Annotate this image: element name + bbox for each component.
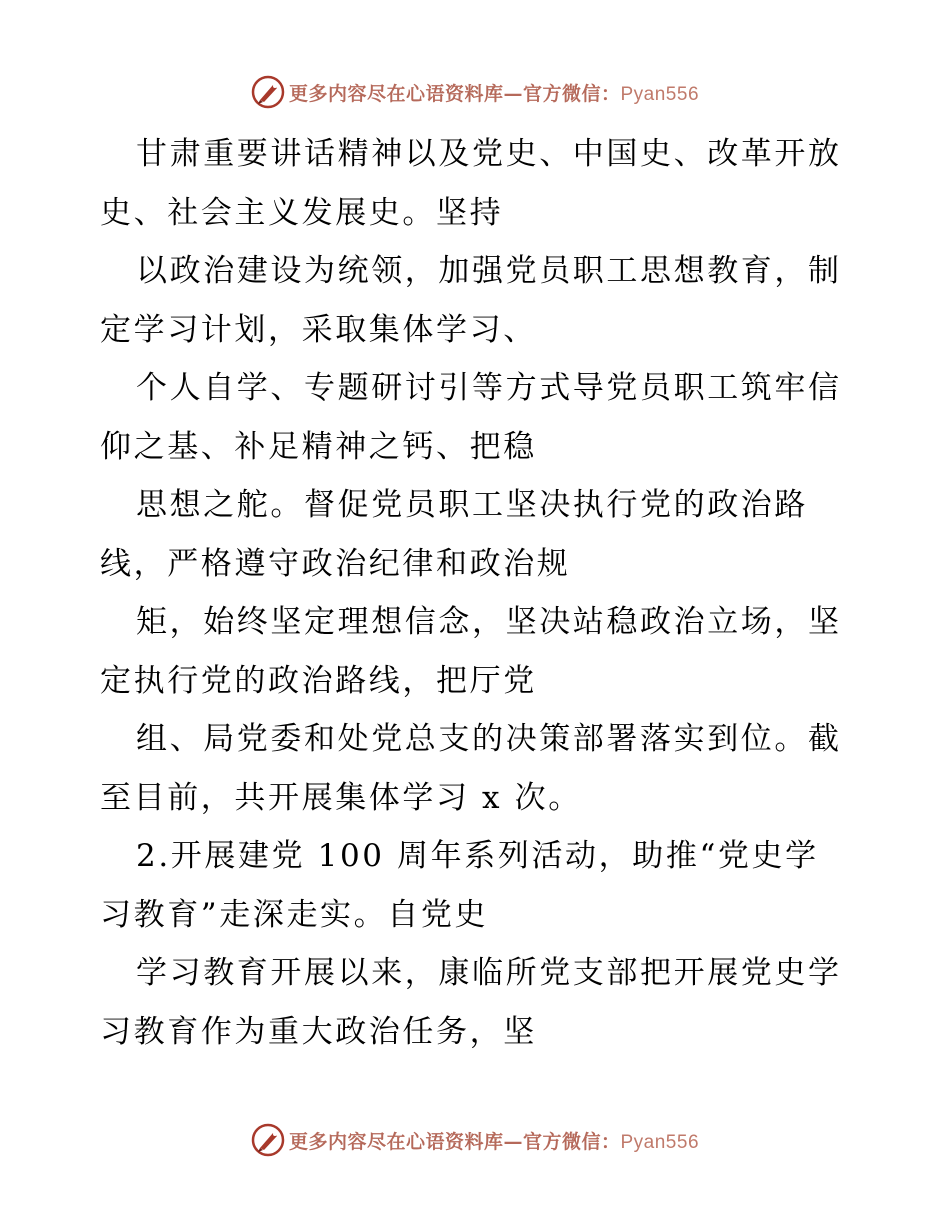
- body-text-line: 学习教育开展以来，康临所党支部把开展党史学: [136, 955, 842, 991]
- body-text-line: 至目前，共开展集体学习 x 次。: [100, 779, 582, 816]
- body-text-line: 仰之基、补足精神之钙、把稳: [100, 428, 537, 465]
- pen-circle-logo-icon: [251, 1123, 285, 1157]
- body-text-line: 定执行党的政治路线，把厅党: [100, 662, 537, 699]
- body-text-line: 甘肃重要讲话精神以及党史、中国史、改革开放: [136, 136, 842, 172]
- pen-circle-logo-icon: [251, 75, 285, 109]
- body-text-line: 个人自学、专题研讨引等方式导党员职工筑牢信: [136, 370, 842, 406]
- banner-handle: Pyan556: [620, 1131, 700, 1153]
- body-text-line: 思想之舵。督促党员职工坚决执行党的政治路: [136, 487, 808, 523]
- body-text-line: 史、社会主义发展史。坚持: [100, 194, 504, 231]
- banner-text: [289, 79, 699, 106]
- body-text-line: 以政治建设为统领，加强党员职工思想教育，制: [136, 253, 842, 289]
- banner-label: 更多内容尽在心语资料库—官方微信：: [288, 1130, 621, 1153]
- body-text-line: 定学习计划，采取集体学习、: [100, 311, 537, 348]
- banner-label: 更多内容尽在心语资料库—官方微信：: [288, 82, 621, 105]
- body-text-line: 组、局党委和处党总支的决策部署落实到位。截: [136, 721, 842, 757]
- header-banner: [0, 72, 950, 112]
- banner-text: [289, 1127, 699, 1154]
- body-text-line: 习教育”走深走实。自党史: [100, 896, 489, 933]
- banner-handle: Pyan556: [620, 83, 700, 105]
- body-text-line: 习教育作为重大政治任务，坚: [100, 1013, 537, 1050]
- body-text-line: 线，严格遵守政治纪律和政治规: [100, 545, 571, 582]
- document-body: [100, 125, 860, 1061]
- footer-banner: [0, 1120, 950, 1160]
- body-text-line: 2.开展建党 100 周年系列活动，助推“党史学: [136, 838, 819, 874]
- body-text-line: 矩，始终坚定理想信念，坚决站稳政治立场，坚: [136, 604, 842, 640]
